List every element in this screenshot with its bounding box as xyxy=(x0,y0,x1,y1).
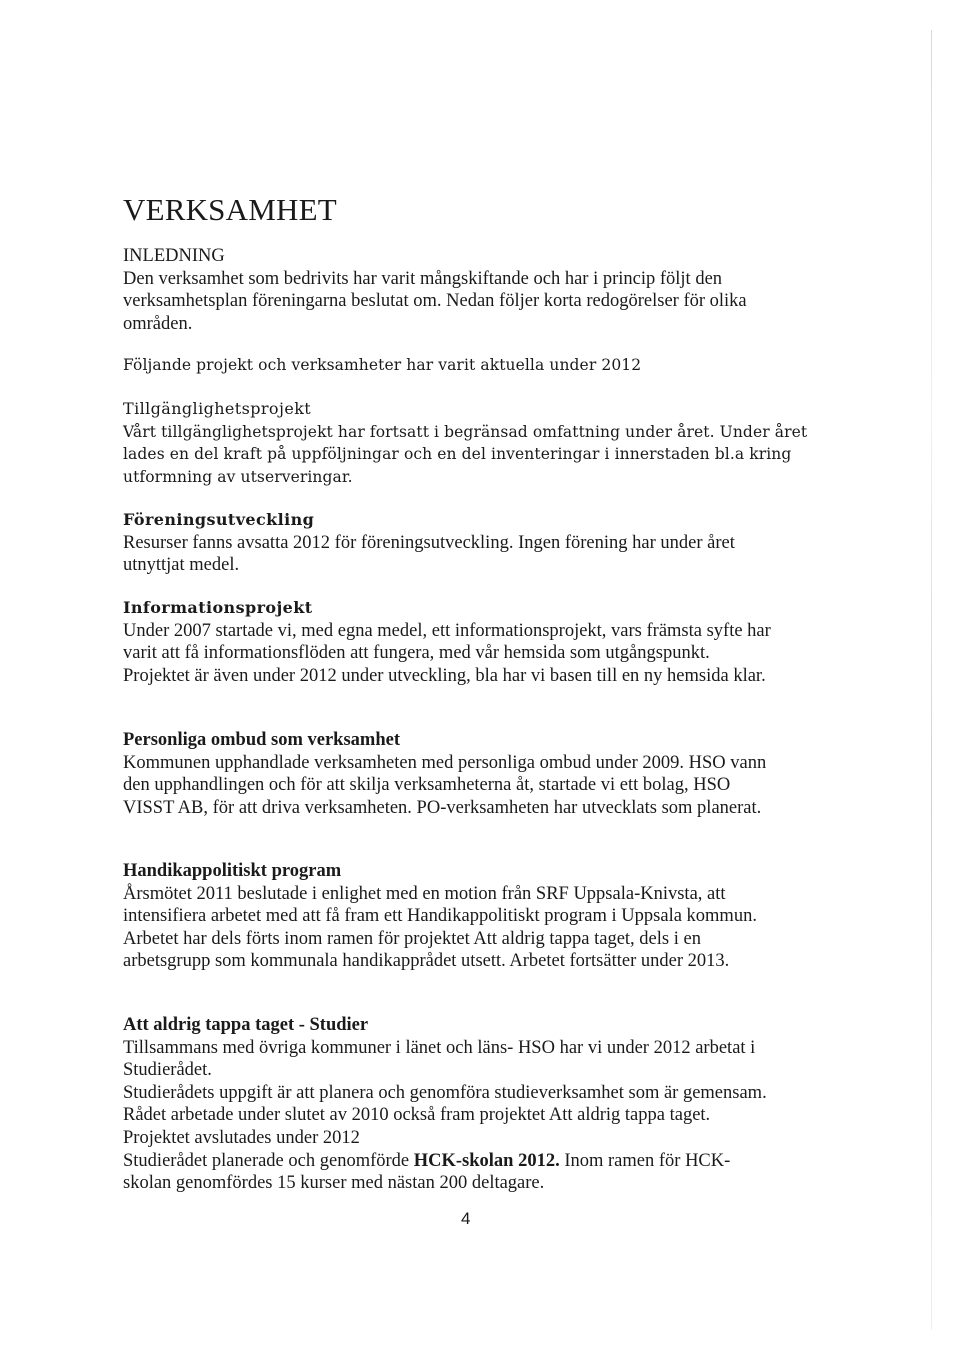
section-handikappolitiskt xyxy=(123,860,823,973)
paragraph-line: intensifiera arbetet med att få fram ett Handikappolitiskt program i Uppsala kommun. xyxy=(123,906,757,927)
paragraph-line: Följande projekt och verksamheter har varit aktuella under 2012 xyxy=(123,356,642,374)
paragraph-line xyxy=(123,1150,823,1173)
section-inledning xyxy=(123,245,823,335)
paragraph-line: VISST AB, för att driva verksamheten. PO-verksamheten har utvecklats som planerat. xyxy=(123,797,762,818)
page-number: 4 xyxy=(461,1209,471,1228)
line-text: Inom ramen för HCK- xyxy=(559,1150,731,1171)
paragraph-line: verksamhetsplan föreningarna beslutat om. Nedan följer korta redogörelser för olika xyxy=(123,291,747,312)
section-heading: Tillgänglighetsprojekt xyxy=(123,399,312,418)
scan-edge xyxy=(931,30,932,1330)
section-heading: Att aldrig tappa taget - Studier xyxy=(123,1015,369,1035)
paragraph-line: Den verksamhet som bedrivits har varit mångskiftande och har i princip följt den xyxy=(123,268,723,289)
section-heading: INLEDNING xyxy=(123,246,225,266)
paragraph-line: varit att få informationsflöden att fungera, med vår hemsida som utgångspunkt. xyxy=(123,643,710,664)
paragraph-line: Projektet är även under 2012 under utveckling, bla har vi basen till en ny hemsida klar. xyxy=(123,665,766,686)
paragraph-line: områden. xyxy=(123,313,193,334)
paragraph-line: Under 2007 startade vi, med egna medel, ett informationsprojekt, vars främsta syfte har xyxy=(123,620,771,641)
paragraph-line: Kommunen upphandlade verksamheten med personliga ombud under 2009. HSO vann xyxy=(123,752,767,773)
section-intro xyxy=(123,354,823,377)
paragraph-line: Vårt tillgänglighetsprojekt har fortsatt i begränsad omfattning under året. Under året xyxy=(123,422,808,441)
section-heading: Informationsprojekt xyxy=(123,598,313,617)
paragraph-line: Rådet arbetade under slutet av 2010 också fram projektet Att aldrig tappa taget. xyxy=(123,1105,711,1126)
paragraph-line: utnyttjat medel. xyxy=(123,555,240,576)
bold-text: HCK-skolan 2012. xyxy=(413,1150,560,1171)
paragraph-line: Studierådets uppgift är att planera och genomföra studieverksamhet som är gemensam. xyxy=(123,1082,767,1103)
section-informationsprojekt xyxy=(123,597,823,687)
paragraph-line: skolan genomfördes 15 kurser med nästan 200 deltagare. xyxy=(123,1173,545,1194)
paragraph-line: Projektet avslutades under 2012 xyxy=(123,1127,360,1148)
paragraph-line: Resurser fanns avsatta 2012 för föreningsutveckling. Ingen förening har under året xyxy=(123,532,735,553)
paragraph-line: arbetsgrupp som kommunala handikapprådet utsett. Arbetet fortsätter under 2013. xyxy=(123,951,730,972)
section-personliga-ombud xyxy=(123,729,823,819)
section-tillganglighet xyxy=(123,398,823,488)
section-att-aldrig xyxy=(123,1014,823,1195)
section-foreningsutveckling xyxy=(123,509,823,577)
section-heading: Personliga ombud som verksamhet xyxy=(123,730,400,750)
paragraph-line: Arbetet har dels förts inom ramen för projektet Att aldrig tappa taget, dels i en xyxy=(123,928,701,949)
page-title: VERKSAMHET xyxy=(123,192,337,227)
section-heading: Handikappolitiskt program xyxy=(123,861,342,881)
paragraph-line: utformning av utserveringar. xyxy=(123,467,353,486)
paragraph-line: lades en del kraft på uppföljningar och en del inventeringar i innerstaden bl.a kring xyxy=(123,445,792,464)
paragraph-line: Årsmötet 2011 beslutade i enlighet med en motion från SRF Uppsala-Knivsta, att xyxy=(123,883,726,904)
line-text: Studierådet planerade och genomförde xyxy=(123,1150,414,1171)
paragraph-line: Studierådet. xyxy=(123,1060,212,1081)
paragraph-line: Tillsammans med övriga kommuner i länet och läns- HSO har vi under 2012 arbetat i xyxy=(123,1037,756,1058)
paragraph-line: den upphandlingen och för att skilja verksamheterna åt, startade vi ett bolag, HSO xyxy=(123,775,731,796)
section-heading: Föreningsutveckling xyxy=(123,510,315,529)
